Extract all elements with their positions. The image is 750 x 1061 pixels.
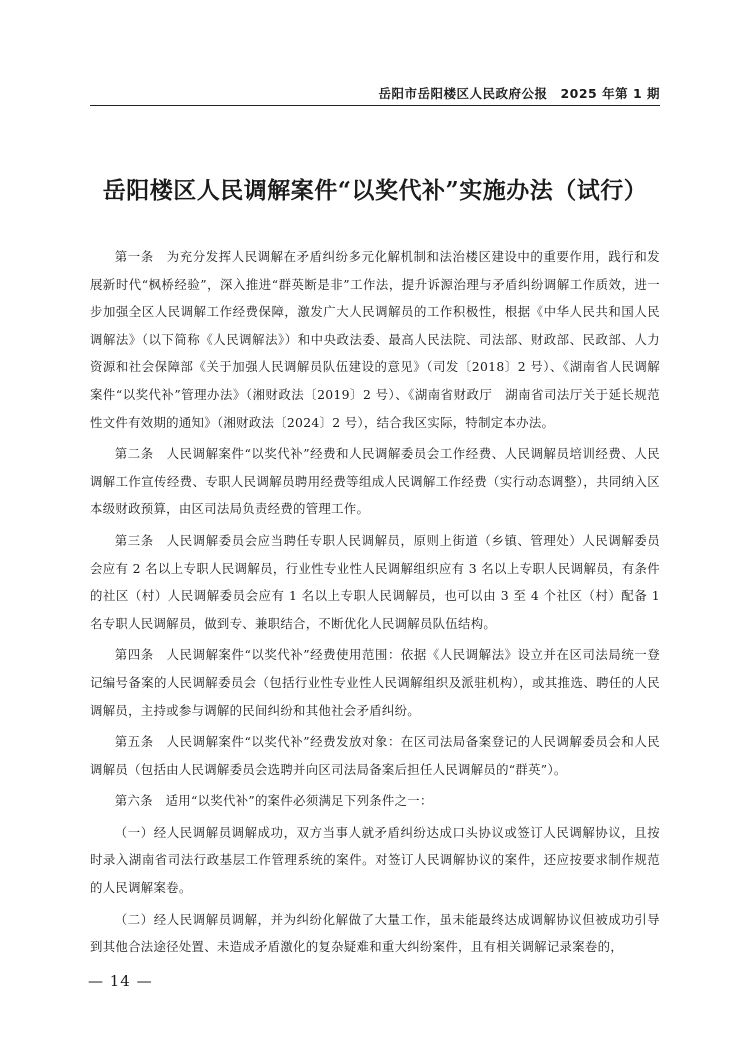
- article-text: 人民调解案件“以奖代补”经费和人民调解委员会工作经费、人民调解员培训经费、人民调解工作宣传经费、专职人民调解员聘用经费等组成人民调解工作经费（实行动态调整），共同纳入区本级财政预算，由区司法局负责经费的管理工作。: [90, 446, 660, 517]
- clause-text: （一）经人民调解员调解成功，双方当事人就矛盾纠纷达成口头协议或签订人民调解协议，且按时录入湖南省司法行政基层工作管理系统的案件。对签订人民调解协议的案件，还应按要求制作规范的人民调解案卷。: [90, 824, 660, 896]
- journal-header: 岳阳市岳阳楼区人民政府公报 2025 年第 1 期: [90, 84, 660, 106]
- article-label: 第二条: [114, 446, 154, 462]
- article-label: 第四条: [114, 647, 154, 663]
- article-3: [90, 527, 660, 637]
- document-title: 岳阳楼区人民调解案件“以奖代补”实施办法（试行）: [102, 177, 648, 204]
- article-text: 人民调解案件“以奖代补”经费使用范围：依据《人民调解法》设立并在区司法局统一登记编号备案的人民调解委员会（包括行业性专业性人民调解组织及派驻机构），或其推选、聘任的人民调解员，主持或参与调解的民间纠纷和其他社会矛盾纠纷。: [90, 647, 660, 718]
- clause-2: [90, 906, 660, 961]
- article-text: 为充分发挥人民调解在矛盾纠纷多元化解机制和法治楼区建设中的重要作用，践行和发展新时代“枫桥经验”，深入推进“群英断是非”工作法，提升诉源治理与矛盾纠纷调解工作质效，进一步加强全区人民调解工作经费保障，激发广大人民调解员的工作积极性，根据《中华人民共和国人民调解法》（以下简称《人民调解法》）和中央政法委、最高人民法院、司法部、财政部、民政部、人力资源和社会保障部《关于加强人民调解员队伍建设的意见》（司发〔2018〕2 号）、《湖南省人民调解案件“以奖代补”管理办法》（湘财政法〔2019〕2 号）、《湖南省财政厅 湖南省司法厅关于延长规范性文件有效期的通知》（湘财政法〔2024〕2 号），结合我区实际，特制定本办法。: [90, 249, 660, 430]
- article-text: 适用“以奖代补”的案件必须满足下列条件之一：: [165, 793, 433, 809]
- article-1: [90, 243, 660, 436]
- document-body: [90, 243, 660, 961]
- article-label: 第一条: [114, 249, 154, 264]
- clause-text: （二）经人民调解员调解，并为纠纷化解做了大量工作，虽未能最终达成调解协议但被成功引导到其他合法途径处置、未造成矛盾激化的复杂疑难和重大纠纷案件，且有相关调解记录案卷的，: [90, 911, 660, 955]
- article-text: 人民调解委员会应当聘任专职人民调解员，原则上街道（乡镇、管理处）人民调解委员会应有 2 名以上专职人民调解员，行业性专业性人民调解组织应有 3 名以上专职人民调解员，有条件的社区（村）人民调解委员会应有 1 名以上专职人民调解员，也可以由 3 至 4 个社区（村）配备 1 名专职人民调解员，做到专、兼职结合，不断优化人民调解员队伍结构。: [90, 532, 660, 631]
- article-6: [90, 787, 660, 815]
- article-5: [90, 728, 660, 783]
- article-4: [90, 641, 660, 724]
- article-label: 第六条: [114, 793, 153, 809]
- clause-1: [90, 819, 660, 902]
- article-label: 第五条: [114, 734, 154, 750]
- page-number: — 14 —: [88, 972, 153, 990]
- article-2: [90, 440, 660, 523]
- article-label: 第三条: [114, 532, 154, 548]
- article-text: 人民调解案件“以奖代补”经费发放对象：在区司法局备案登记的人民调解委员会和人民调解员（包括由人民调解委员会选聘并向区司法局备案后担任人民调解员的“群英”）。: [90, 734, 660, 777]
